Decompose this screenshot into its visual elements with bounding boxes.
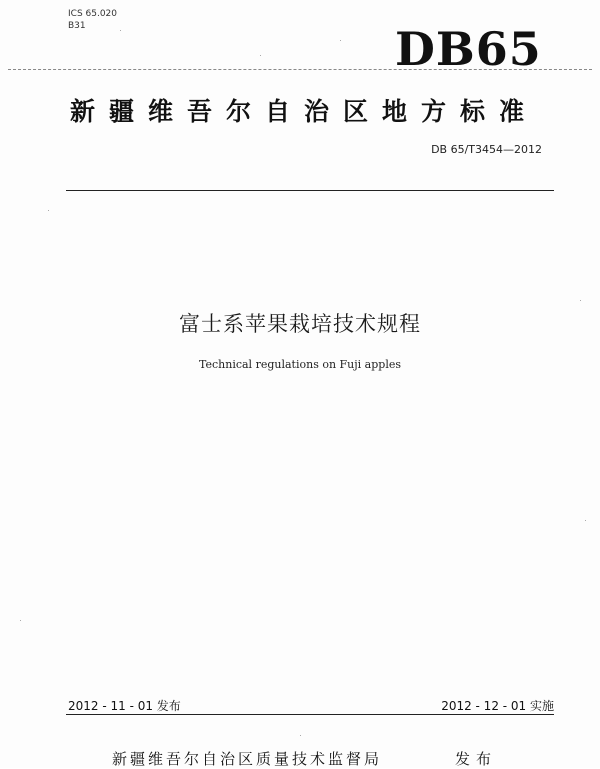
scan-speck (580, 300, 581, 301)
issue-label: 发布 (455, 750, 498, 768)
scan-speck (300, 735, 301, 736)
standard-mark: DB65 (395, 22, 542, 76)
ccs-code: B31 (68, 21, 86, 31)
scan-speck (120, 30, 121, 31)
scan-speck (585, 520, 586, 521)
top-rule (66, 190, 554, 191)
document-title-chinese: 富士系苹果栽培技术规程 (179, 312, 421, 336)
issuing-authority: 新疆维吾尔自治区质量技术监督局 (112, 750, 383, 768)
ics-code: ICS 65.020 (68, 9, 118, 19)
scan-speck (20, 620, 21, 621)
implementation-date: 2012 - 12 - 01 实施 (441, 699, 554, 713)
standard-number: DB 65/T3454—2012 (431, 143, 542, 156)
scan-speck (260, 55, 261, 56)
classification-codes (68, 8, 117, 32)
scan-speck (48, 210, 49, 211)
document-title-english: Technical regulations on Fuji apples (199, 358, 401, 371)
bottom-rule (66, 714, 554, 715)
standard-authority-title: 新疆维吾尔自治区地方标准 (69, 97, 538, 126)
header-divider (8, 69, 592, 70)
release-date: 2012 - 11 - 01 发布 (68, 699, 181, 713)
scan-speck (340, 40, 341, 41)
